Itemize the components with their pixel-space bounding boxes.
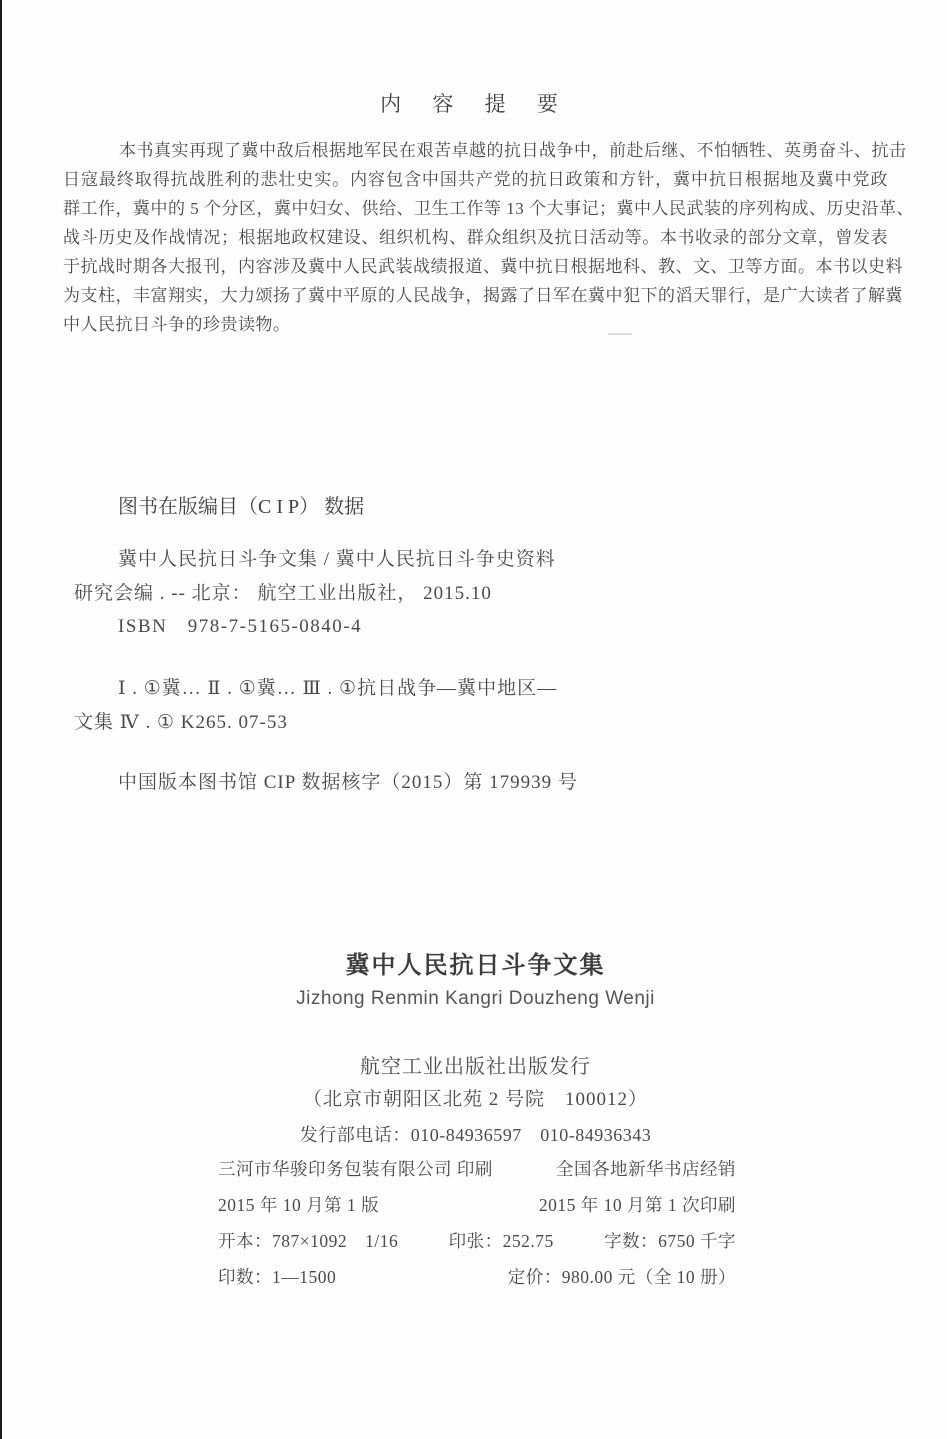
- publisher-address: （北京市朝阳区北苑 2 号院 100012）: [302, 1089, 648, 1110]
- word-count: 字数：6750 千字: [604, 1231, 736, 1251]
- print-info-row: [218, 1265, 736, 1301]
- summary-line: 战斗历史及作战情况；根据地政权建设、组织机构、群众组织及抗日活动等。本书收录的部分文章，曾发表: [63, 228, 888, 247]
- summary-heading: 内 容 提 要: [380, 92, 571, 116]
- cip-publisher-line: 研究会编 . -- 北京： 航空工业出版社， 2015.10: [74, 583, 492, 604]
- price: 定价：980.00 元（全 10 册）: [507, 1267, 736, 1287]
- print-info-row: [218, 1229, 736, 1265]
- impression: 2015 年 10 月第 1 次印刷: [538, 1195, 736, 1215]
- book-title-chinese: 冀中人民抗日斗争文集: [345, 953, 606, 979]
- print-info-block: [218, 1157, 736, 1301]
- summary-line: 本书真实再现了冀中敌后根据地军民在艰苦卓越的抗日战争中，前赴后继、不怕牺牲、英勇奋斗、抗击: [119, 141, 907, 160]
- summary-line: 于抗战时期各大报刊，内容涉及冀中人民武装战绩报道、冀中抗日根据地科、教、文、卫等方面。本书以史料: [63, 257, 903, 276]
- cip-heading: 图书在版编目（C I P） 数据: [118, 496, 365, 518]
- edition: 2015 年 10 月第 1 版: [218, 1195, 380, 1215]
- cip-classification-line-1: Ⅰ . ①冀… Ⅱ . ①冀… Ⅲ . ①抗日战争—冀中地区—: [118, 678, 558, 699]
- book-format: 开本：787×1092 1/16: [218, 1231, 399, 1251]
- scan-edge-artifact: [0, 0, 2, 1439]
- cip-title-line: 冀中人民抗日斗争文集 / 冀中人民抗日斗争史资料: [118, 549, 556, 570]
- summary-line: 为支柱，丰富翔实，大力颂扬了冀中平原的人民战争，揭露了日军在冀中犯下的滔天罪行，是广大读者了解冀: [63, 286, 903, 305]
- print-info-row: [218, 1157, 736, 1193]
- cip-classification-line-2: 文集 Ⅳ . ① K265. 07-53: [74, 712, 288, 733]
- summary-line: 日寇最终取得抗战胜利的悲壮史实。内容包含中国共产党的抗日政策和方针，冀中抗日根据地及冀中党政: [63, 170, 888, 189]
- distributor: 全国各地新华书店经销: [556, 1159, 736, 1179]
- printed-sheets: 印张：252.75: [448, 1231, 554, 1251]
- book-title-pinyin: Jizhong Renmin Kangri Douzheng Wenji: [296, 988, 655, 1009]
- summary-paragraph: [63, 136, 914, 339]
- cip-record-number: 中国版本图书馆 CIP 数据核字（2015）第 179939 号: [118, 772, 578, 793]
- cip-isbn: ISBN 978-7-5165-0840-4: [118, 616, 363, 637]
- publisher-line: 航空工业出版社出版发行: [360, 1056, 591, 1078]
- summary-line: 中人民抗日斗争的珍贵读物。: [63, 315, 291, 334]
- print-info-row: [218, 1193, 736, 1229]
- printer: 三河市华骏印务包装有限公司 印刷: [218, 1159, 493, 1179]
- summary-line: 群工作，冀中的 5 个分区，冀中妇女、供给、卫生工作等 13 个大事记；冀中人民武装的序列构成、历史沿革、: [63, 199, 914, 218]
- distribution-phone: 发行部电话：010-84936597 010-84936343: [299, 1125, 652, 1145]
- print-run: 印数：1—1500: [218, 1267, 337, 1287]
